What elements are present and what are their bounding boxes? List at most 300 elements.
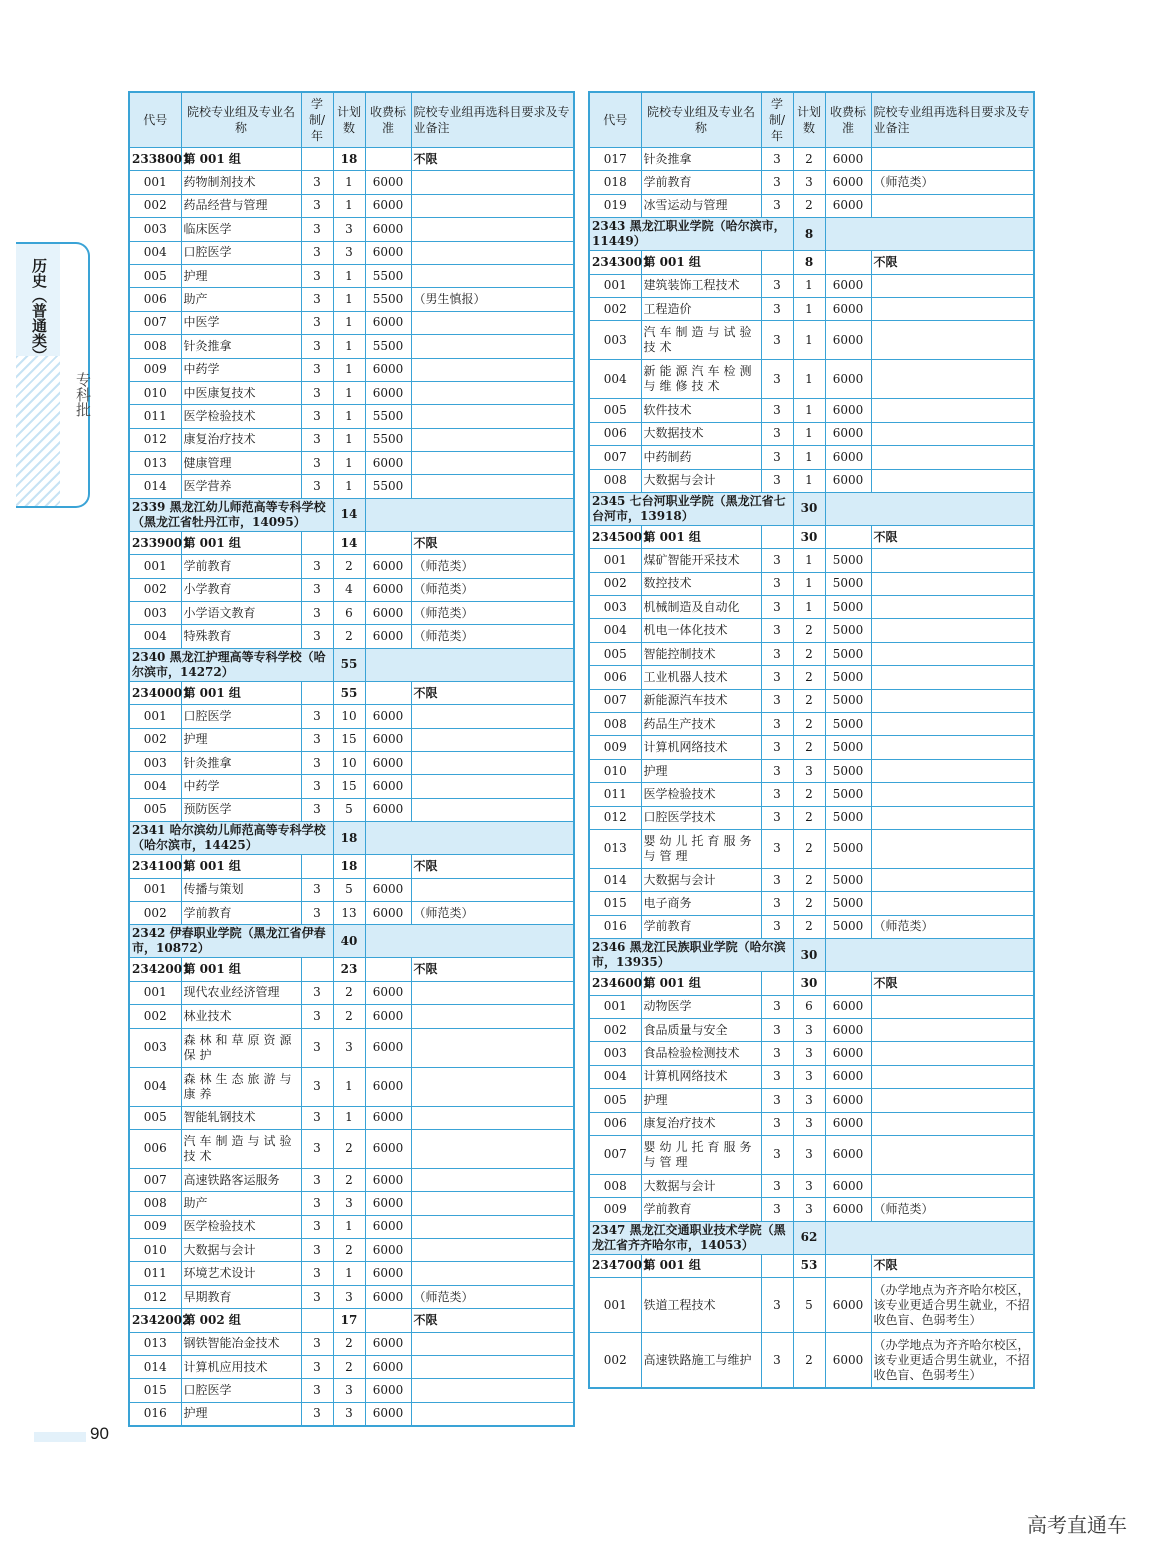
group-requirement: 不限 [411,681,574,704]
major-fee: 6000 [365,311,411,334]
major-note [871,736,1034,759]
major-code: 013 [129,1332,181,1355]
group-name: 第 001 组 [641,525,761,548]
header-fee: 收费标准 [825,92,871,148]
group-row [129,531,574,554]
major-code: 017 [589,148,641,171]
major-code: 001 [129,981,181,1004]
major-fee: 6000 [825,1042,871,1065]
major-name: 新能源汽车检测与维修技术 [641,360,761,399]
major-name: 高速铁路客运服务 [181,1168,301,1191]
major-row [129,1379,574,1402]
major-years: 3 [761,1018,793,1041]
major-name: 健康管理 [181,452,301,475]
major-fee: 5000 [825,806,871,829]
major-plan: 1 [793,360,825,399]
page-number-bar [34,1432,86,1442]
major-row [589,1089,1034,1112]
major-note: （师范类） [871,171,1034,194]
group-plan: 30 [793,525,825,548]
major-fee: 6000 [365,1129,411,1168]
major-years: 3 [301,358,333,381]
major-fee: 6000 [365,381,411,404]
major-fee: 5000 [825,892,871,915]
major-code: 003 [129,602,181,625]
major-plan: 3 [793,1135,825,1174]
major-name: 食品质量与安全 [641,1018,761,1041]
major-name: 计算机网络技术 [641,736,761,759]
major-note [871,995,1034,1018]
major-fee: 6000 [365,1005,411,1028]
major-note [411,728,574,751]
header-code: 代号 [589,92,641,148]
major-years: 3 [301,751,333,774]
major-code: 006 [129,288,181,311]
major-note [411,1005,574,1028]
empty-cell [825,939,1034,972]
major-fee: 5000 [825,666,871,689]
header-plan: 计划数 [793,92,825,148]
major-fee: 6000 [365,798,411,821]
major-plan: 2 [793,642,825,665]
major-name: 智能轧钢技术 [181,1106,301,1129]
major-note [871,399,1034,422]
major-row [129,405,574,428]
major-row [129,1356,574,1379]
empty-cell [761,525,793,548]
major-name: 学前教育 [181,555,301,578]
major-code: 001 [589,274,641,297]
major-code: 005 [129,798,181,821]
major-plan: 6 [793,995,825,1018]
major-row [129,1168,574,1191]
major-code: 003 [589,321,641,360]
major-fee: 6000 [825,1135,871,1174]
major-name: 汽车制造与试验技术 [181,1129,301,1168]
major-row [589,892,1034,915]
major-fee: 6000 [365,901,411,924]
major-years: 3 [761,399,793,422]
major-name: 大数据技术 [641,422,761,445]
major-note [871,829,1034,868]
major-row [129,452,574,475]
major-code: 011 [589,783,641,806]
major-fee: 5000 [825,572,871,595]
major-note [411,194,574,217]
major-fee: 6000 [365,981,411,1004]
major-fee: 6000 [365,578,411,601]
group-plan: 23 [333,958,365,981]
major-fee: 6000 [825,1112,871,1135]
major-fee: 5000 [825,759,871,782]
major-fee: 6000 [365,194,411,217]
table-header-row [589,92,1034,148]
school-plan: 30 [793,939,825,972]
major-fee: 6000 [825,446,871,469]
major-name: 康复治疗技术 [641,1112,761,1135]
group-plan: 30 [793,972,825,995]
major-fee: 6000 [825,321,871,360]
major-code: 001 [129,555,181,578]
major-years: 3 [761,148,793,171]
major-code: 002 [589,1333,641,1389]
major-code: 002 [129,1005,181,1028]
major-plan: 1 [333,288,365,311]
major-fee: 6000 [365,878,411,901]
major-years: 3 [301,1215,333,1238]
major-years: 3 [301,981,333,1004]
major-fee: 6000 [365,625,411,648]
right-table-body [589,148,1034,1389]
group-requirement: 不限 [411,958,574,981]
major-plan: 1 [333,1067,365,1106]
school-name: 2345 七台河职业学院（黑龙江省七台河市，13918） [589,492,793,525]
major-code: 001 [129,705,181,728]
major-name: 传播与策划 [181,878,301,901]
school-name: 2346 黑龙江民族职业学院（哈尔滨市，13935） [589,939,793,972]
major-note [871,642,1034,665]
major-row [129,798,574,821]
right-admission-table [588,91,1035,1389]
major-plan: 2 [793,1333,825,1389]
side-tab-hatch [16,356,60,506]
major-plan: 3 [793,1042,825,1065]
major-note: （师范类） [411,578,574,601]
major-note [871,1112,1034,1135]
major-row [589,915,1034,938]
major-years: 3 [301,625,333,648]
major-note [411,241,574,264]
major-code: 018 [589,171,641,194]
side-tab-category: 历史（普通类） [30,258,48,363]
major-fee: 6000 [365,775,411,798]
major-plan: 1 [333,194,365,217]
major-plan: 2 [793,915,825,938]
header-name: 院校专业组及专业名称 [641,92,761,148]
major-fee: 6000 [365,1028,411,1067]
major-name: 计算机网络技术 [641,1065,761,1088]
major-name: 机电一体化技术 [641,619,761,642]
major-plan: 3 [333,1285,365,1308]
major-name: 大数据与会计 [641,868,761,891]
major-code: 015 [589,892,641,915]
major-code: 005 [589,1089,641,1112]
major-years: 3 [761,1333,793,1389]
major-row [589,274,1034,297]
major-note [871,422,1034,445]
major-note [411,218,574,241]
major-name: 铁道工程技术 [641,1278,761,1333]
major-fee: 5500 [365,428,411,451]
major-code: 016 [589,915,641,938]
major-row [129,602,574,625]
major-plan: 1 [333,381,365,404]
major-plan: 1 [333,171,365,194]
major-name: 中医学 [181,311,301,334]
major-row [129,194,574,217]
major-name: 临床医学 [181,218,301,241]
major-years: 3 [301,475,333,498]
left-admission-table [128,91,575,1427]
major-plan: 2 [793,619,825,642]
major-plan: 3 [793,1065,825,1088]
header-note: 院校专业组再选科目要求及专业备注 [871,92,1034,148]
major-row [129,171,574,194]
major-plan: 2 [793,689,825,712]
major-note [871,549,1034,572]
major-name: 食品检验检测技术 [641,1042,761,1065]
major-row [129,1215,574,1238]
major-note [411,1129,574,1168]
major-name: 药品生产技术 [641,713,761,736]
major-plan: 2 [333,1005,365,1028]
major-fee: 6000 [825,194,871,217]
major-name: 口腔医学技术 [641,806,761,829]
major-years: 3 [301,311,333,334]
major-plan: 1 [333,428,365,451]
school-name: 2339 黑龙江幼儿师范高等专科学校（黑龙江省牡丹江市，14095） [129,498,333,531]
major-code: 008 [589,713,641,736]
school-name: 2340 黑龙江护理高等专科学校（哈尔滨市，14272） [129,648,333,681]
major-row [589,446,1034,469]
major-fee: 6000 [365,728,411,751]
major-note [871,274,1034,297]
major-years: 3 [761,1089,793,1112]
school-plan: 14 [333,498,365,531]
major-plan: 5 [333,798,365,821]
major-note [411,171,574,194]
empty-cell [825,251,871,274]
major-name: 特殊教育 [181,625,301,648]
major-row [129,728,574,751]
major-code: 011 [129,405,181,428]
major-plan: 1 [333,452,365,475]
major-years: 3 [761,297,793,320]
major-row [129,1192,574,1215]
major-note: （师范类） [871,1198,1034,1221]
major-years: 3 [761,1174,793,1197]
major-note [411,1192,574,1215]
major-code: 003 [129,1028,181,1067]
major-years: 3 [761,446,793,469]
school-plan: 30 [793,492,825,525]
school-row [129,498,574,531]
major-plan: 1 [793,297,825,320]
major-note [871,892,1034,915]
header-years: 学制/年 [301,92,333,148]
major-years: 3 [761,829,793,868]
major-row [589,689,1034,712]
major-row [129,1005,574,1028]
major-code: 004 [129,1067,181,1106]
major-code: 012 [589,806,641,829]
major-fee: 5500 [365,335,411,358]
major-note [871,1042,1034,1065]
empty-cell [365,648,574,681]
group-name: 第 001 组 [181,148,301,171]
group-plan: 14 [333,531,365,554]
school-row [129,822,574,855]
major-note [411,1332,574,1355]
major-fee: 6000 [365,751,411,774]
major-row [129,241,574,264]
major-plan: 1 [333,475,365,498]
major-years: 3 [301,264,333,287]
empty-cell [301,1309,333,1332]
major-fee: 5500 [365,475,411,498]
major-plan: 1 [793,572,825,595]
major-fee: 6000 [365,705,411,728]
major-years: 3 [761,995,793,1018]
empty-cell [825,492,1034,525]
group-row [129,148,574,171]
group-name: 第 001 组 [641,251,761,274]
major-years: 3 [301,288,333,311]
major-years: 3 [761,360,793,399]
major-note [871,666,1034,689]
major-row [129,705,574,728]
major-row [589,297,1034,320]
major-note: （师范类） [411,555,574,578]
major-row [129,1332,574,1355]
major-plan: 3 [333,1028,365,1067]
major-years: 3 [301,555,333,578]
major-row [589,783,1034,806]
major-name: 药物制剂技术 [181,171,301,194]
major-fee: 6000 [825,171,871,194]
major-name: 医学营养 [181,475,301,498]
major-row [589,642,1034,665]
major-note [411,1168,574,1191]
major-name: 环境艺术设计 [181,1262,301,1285]
major-note [871,713,1034,736]
major-row [129,475,574,498]
major-note [411,358,574,381]
major-note [411,405,574,428]
major-plan: 3 [333,1379,365,1402]
major-row [129,1239,574,1262]
group-plan: 8 [793,251,825,274]
group-name: 第 001 组 [181,531,301,554]
empty-cell [365,1309,411,1332]
major-note: （师范类） [411,602,574,625]
major-note [411,264,574,287]
major-years: 3 [301,901,333,924]
major-note [871,1174,1034,1197]
major-years: 3 [761,619,793,642]
major-row [589,148,1034,171]
major-code: 013 [589,829,641,868]
major-years: 3 [761,642,793,665]
major-code: 006 [589,422,641,445]
school-plan: 8 [793,218,825,251]
side-tab-batch: 专科批 [74,372,92,417]
major-years: 3 [761,1198,793,1221]
major-code: 009 [129,358,181,381]
major-name: 动物医学 [641,995,761,1018]
major-code: 001 [129,878,181,901]
empty-cell [825,1221,1034,1254]
major-plan: 3 [793,1018,825,1041]
major-fee: 6000 [825,1089,871,1112]
major-plan: 4 [333,578,365,601]
major-plan: 2 [793,829,825,868]
major-row [589,1278,1034,1333]
major-fee: 6000 [365,1262,411,1285]
left-table-body [129,148,574,1427]
major-code: 002 [129,578,181,601]
major-note [411,1106,574,1129]
empty-cell [365,148,411,171]
major-years: 3 [761,1112,793,1135]
major-plan: 1 [793,549,825,572]
major-row [129,1402,574,1426]
major-code: 004 [589,1065,641,1088]
major-row [129,981,574,1004]
major-years: 3 [301,405,333,428]
major-fee: 5000 [825,829,871,868]
major-plan: 2 [333,1356,365,1379]
major-row [589,713,1034,736]
major-years: 3 [301,1356,333,1379]
major-plan: 3 [793,1112,825,1135]
major-row [589,469,1034,492]
major-name: 针灸推拿 [181,751,301,774]
major-name: 高速铁路施工与维护 [641,1333,761,1389]
empty-cell [365,855,411,878]
school-name: 2347 黑龙江交通职业技术学院（黑龙江省齐齐哈尔市，14053） [589,1221,793,1254]
major-note [871,194,1034,217]
major-plan: 1 [333,358,365,381]
major-name: 学前教育 [641,1198,761,1221]
major-years: 3 [301,335,333,358]
major-fee: 6000 [825,469,871,492]
major-name: 护理 [641,759,761,782]
school-plan: 55 [333,648,365,681]
major-years: 3 [761,1065,793,1088]
major-fee: 6000 [825,995,871,1018]
major-code: 014 [129,475,181,498]
header-code: 代号 [129,92,181,148]
major-fee: 6000 [365,602,411,625]
major-note [871,572,1034,595]
major-name: 护理 [181,728,301,751]
major-plan: 3 [333,218,365,241]
major-plan: 10 [333,705,365,728]
group-code: 2341001 [129,855,181,878]
major-years: 3 [301,1239,333,1262]
major-name: 药品经营与管理 [181,194,301,217]
major-code: 006 [129,1129,181,1168]
major-code: 010 [589,759,641,782]
major-name: 中药学 [181,775,301,798]
major-row [129,218,574,241]
major-plan: 2 [333,1168,365,1191]
major-years: 3 [301,241,333,264]
major-fee: 5500 [365,288,411,311]
major-years: 3 [761,868,793,891]
major-fee: 5000 [825,868,871,891]
major-row [129,578,574,601]
major-row [589,759,1034,782]
school-row [589,492,1034,525]
major-years: 3 [761,736,793,759]
major-plan: 3 [793,171,825,194]
major-plan: 2 [793,783,825,806]
major-name: 医学检验技术 [181,405,301,428]
major-code: 002 [129,901,181,924]
major-fee: 5500 [365,405,411,428]
